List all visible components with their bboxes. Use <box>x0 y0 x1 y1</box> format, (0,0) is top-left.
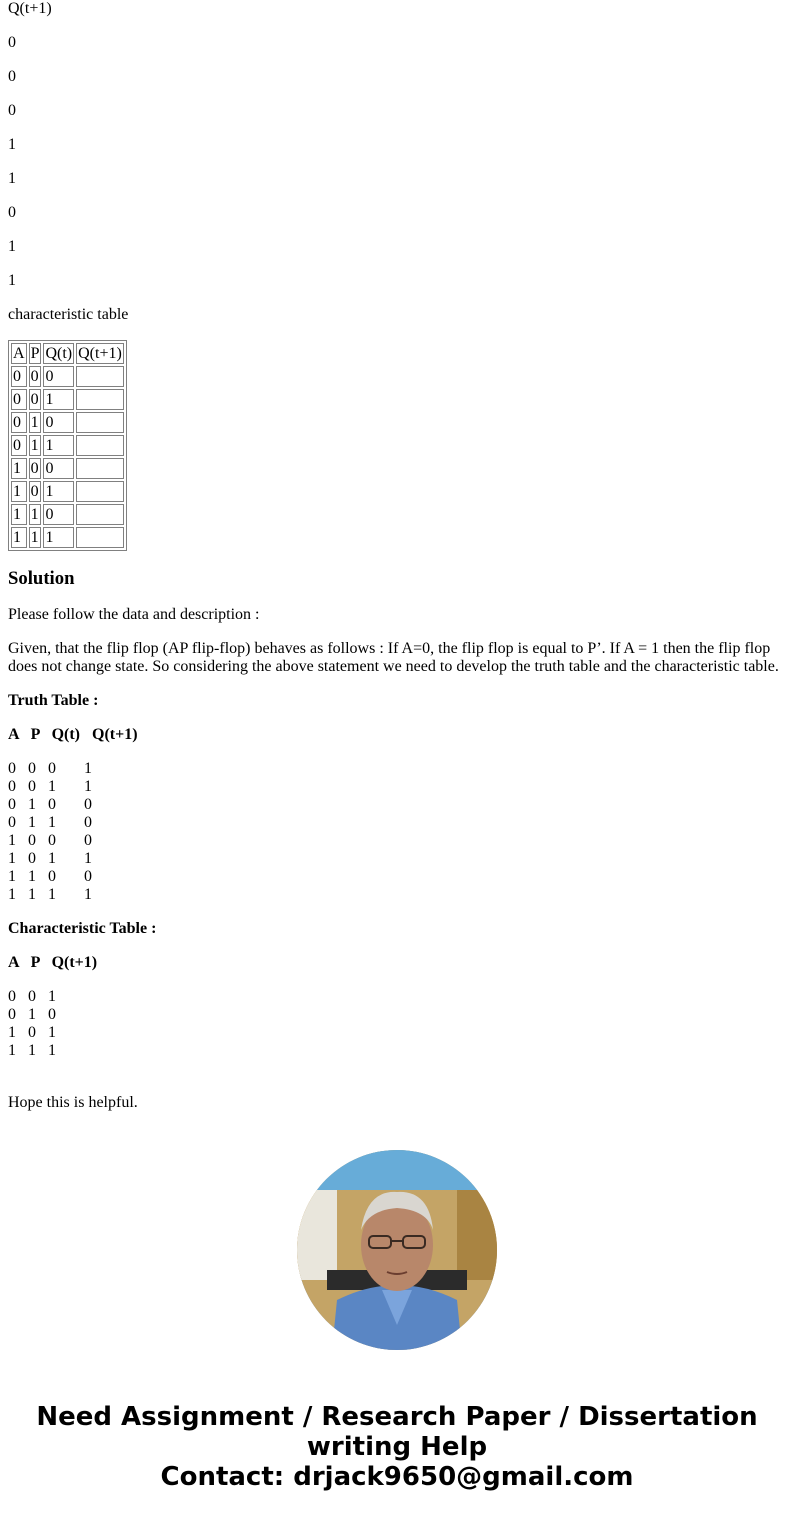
table-row <box>11 458 124 479</box>
truth-table-rows <box>8 760 786 904</box>
q-next-header: Q(t+1) <box>8 0 52 17</box>
truth-row: 1 0 1 1 <box>8 850 92 867</box>
cell-qt1-empty <box>76 412 124 433</box>
solution-intro: Please follow the data and description : <box>8 606 260 623</box>
table-row <box>11 504 124 525</box>
q-next-value: 1 <box>8 238 16 255</box>
q-next-value: 1 <box>8 272 16 289</box>
cell-qt: 0 <box>43 504 74 525</box>
solution-given: Given, that the flip flop (AP flip-flop) behaves as follows : If A=0, the flip flop is equal to P’. If A = 1 then the flip flop does not change state. So considering the above statement we need to develop the truth table and the characteristic table. <box>8 640 779 675</box>
cell-a: 1 <box>11 527 27 548</box>
truth-row: 0 1 0 0 <box>8 796 92 813</box>
cell-p: 0 <box>29 389 42 410</box>
cell-a: 0 <box>11 389 27 410</box>
table-header-row <box>11 343 124 364</box>
cell-p: 1 <box>29 527 42 548</box>
table-row <box>11 435 124 456</box>
col-header-qt1: Q(t+1) <box>78 345 122 362</box>
table-row <box>11 412 124 433</box>
table-row <box>11 366 124 387</box>
cell-qt1-empty <box>76 389 124 410</box>
cell-qt1-empty <box>76 481 124 502</box>
truth-row: 1 1 0 0 <box>8 868 92 885</box>
cell-qt1-empty <box>76 435 124 456</box>
cell-qt1-empty <box>76 527 124 548</box>
q-next-value: 0 <box>8 204 16 221</box>
col-header-p: P <box>30 345 40 362</box>
document-body <box>8 0 786 1128</box>
cell-p: 1 <box>29 504 42 525</box>
cell-qt: 1 <box>43 527 74 548</box>
cell-a: 1 <box>11 481 27 502</box>
cell-a: 1 <box>11 504 27 525</box>
cell-p: 1 <box>29 412 42 433</box>
truth-row: 0 1 1 0 <box>8 814 92 831</box>
q-next-value: 1 <box>8 170 16 187</box>
solution-heading: Solution <box>8 568 75 589</box>
cell-qt: 1 <box>43 435 74 456</box>
col-header-a: A <box>13 345 25 362</box>
promo-footer <box>0 1150 794 1492</box>
cell-a: 1 <box>11 458 27 479</box>
author-avatar <box>297 1150 497 1350</box>
col-header-qt: Q(t) <box>45 345 73 362</box>
cell-p: 0 <box>29 366 42 387</box>
char-row: 1 1 1 <box>8 1042 56 1059</box>
truth-row: 0 0 0 1 <box>8 760 92 777</box>
q-next-value: 0 <box>8 102 16 119</box>
truth-row: 1 1 1 1 <box>8 886 92 903</box>
cell-qt1-empty <box>76 504 124 525</box>
cell-p: 1 <box>29 435 42 456</box>
cell-qt: 0 <box>43 412 74 433</box>
q-next-list <box>8 0 786 290</box>
cell-a: 0 <box>11 435 27 456</box>
promo-line-contact: Contact: drjack9650@gmail.com <box>160 1462 634 1492</box>
truth-table-title: Truth Table : <box>8 692 99 709</box>
q-next-value: 0 <box>8 34 16 51</box>
char-row: 0 1 0 <box>8 1006 56 1023</box>
characteristic-table-title: Characteristic Table : <box>8 920 157 937</box>
cell-a: 0 <box>11 412 27 433</box>
cell-qt: 0 <box>43 458 74 479</box>
characteristic-table-rows <box>8 988 786 1060</box>
cell-a: 0 <box>11 366 27 387</box>
cell-qt: 1 <box>43 389 74 410</box>
truth-row: 1 0 0 0 <box>8 832 92 849</box>
char-row: 0 0 1 <box>8 988 56 1005</box>
table-row <box>11 389 124 410</box>
char-table-caption: characteristic table <box>8 306 129 323</box>
cell-qt1-empty <box>76 366 124 387</box>
char-row: 1 0 1 <box>8 1024 56 1041</box>
cell-p: 0 <box>29 458 42 479</box>
truth-row: 0 0 1 1 <box>8 778 92 795</box>
promo-line-help: Need Assignment / Research Paper / Dissertation writing Help <box>36 1402 758 1462</box>
cell-qt1-empty <box>76 458 124 479</box>
truth-table-header: A P Q(t) Q(t+1) <box>8 726 138 743</box>
closing-text: Hope this is helpful. <box>8 1094 138 1111</box>
q-next-value: 0 <box>8 68 16 85</box>
characteristic-table-header: A P Q(t+1) <box>8 954 98 971</box>
table-row <box>11 481 124 502</box>
author-portrait-image <box>297 1150 497 1350</box>
cell-p: 0 <box>29 481 42 502</box>
characteristic-table <box>8 340 127 551</box>
promo-text <box>0 1402 794 1492</box>
cell-qt: 0 <box>43 366 74 387</box>
table-row <box>11 527 124 548</box>
q-next-value: 1 <box>8 136 16 153</box>
cell-qt: 1 <box>43 481 74 502</box>
